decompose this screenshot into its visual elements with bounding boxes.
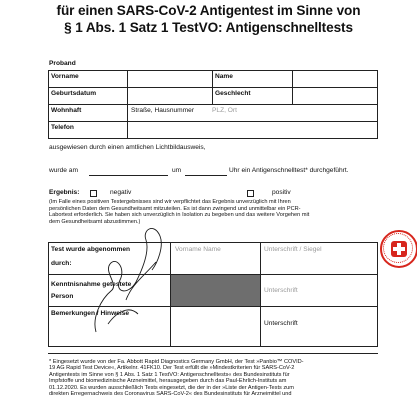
ergebnis-label: Ergebnis:: [49, 189, 80, 196]
document-title-line1: für einen SARS-CoV-2 Antigentest im Sinne von: [56, 3, 361, 18]
ausweis-text: ausgewiesen durch einen amtlichen Lichtbildausweis,: [49, 144, 206, 151]
strasse-placeholder: Straße, Hausnummer: [131, 107, 195, 114]
negativ-checkbox[interactable]: [90, 190, 97, 197]
proband-heading: Proband: [49, 60, 76, 67]
document-title-line2: § 1 Abs. 1 Satz 1 TestVO: Antigenschnelltests: [64, 20, 353, 35]
geschlecht-label: Geschlecht: [215, 90, 251, 97]
signature-table: [48, 242, 378, 347]
ergebnis-note-2: persönlichen Daten dem Gesundheitsamt mitzuteilen. Es ist dann zwingend und unmittelbar ein PCR-: [49, 205, 301, 212]
telefon-label: Telefon: [51, 124, 74, 131]
wohnhaft-label: Wohnhaft: [51, 107, 82, 114]
footnote-line-3: Antigentests im Sinne von § 1 Abs. 1 Satz 1 TestVO: Antigenschnelltests« des Bundesinstituts für: [49, 371, 290, 378]
red-cross-icon: [391, 241, 407, 257]
footnote-divider: [48, 353, 378, 354]
wurde-am-label: wurde am: [49, 167, 78, 174]
vorname-name-placeholder: Vorname Name: [175, 246, 221, 253]
bemerkungen-label: Bemerkungen / Hinweise: [51, 310, 130, 317]
footnote-line-1: * Eingesetzt wurde von der Fa. Abbott Rapid Diagnostics Germany GmbH, der Test »Panbio™ COVID-: [49, 359, 304, 365]
proband-col-divider: [212, 70, 213, 104]
geburtsdatum-label: Geburtsdatum: [51, 90, 97, 97]
proband-row-divider: [48, 121, 378, 122]
ergebnis-note-3: Labortest erforderlich. Sie haben sich unverzüglich in Isolation zu begeben und das weitere Vorgehen mit: [49, 212, 310, 218]
vorname-label: Vorname: [51, 73, 79, 80]
person-label: Person: [51, 293, 74, 300]
ergebnis-note-1: (Im Falle eines positiven Testergebnisses sind wir verpflichtet das Ergebnis unverzüglich mit Ihren: [49, 199, 291, 205]
time-line: [185, 175, 227, 176]
um-label: um: [172, 167, 182, 174]
test-durch-label: durch:: [51, 260, 72, 267]
unterschrift-placeholder: Unterschrift: [264, 287, 298, 294]
date-line: [89, 175, 168, 176]
unterschrift-2-label: Unterschrift: [264, 320, 298, 327]
signature-col-divider: [170, 242, 171, 347]
proband-row-divider: [48, 87, 378, 88]
official-stamp-icon: [380, 230, 417, 268]
kenntnisnahme-label: Kenntnisnahme getestete: [51, 281, 132, 288]
proband-col-divider: [292, 70, 293, 104]
proband-row-divider: [48, 104, 378, 105]
footnote-line-4: Impfstoffe und biomedizinische Arzneimittel, herausgegeben durch das Paul-Ehrlich-Instituts am: [49, 378, 287, 385]
ergebnis-note-4: dem Gesundheitsamt abzustimmen.): [49, 218, 141, 225]
unterschrift-siegel-placeholder: Unterschrift / Siegel: [264, 246, 322, 253]
test-abgenommen-label: Test wurde abgenommen: [51, 246, 131, 253]
signature-col-divider: [260, 242, 261, 347]
footnote: [49, 359, 381, 397]
signature-row-divider: [48, 274, 378, 275]
negativ-label: negativ: [110, 189, 132, 196]
signature-row-divider: [48, 306, 378, 307]
footnote-line-2: 19 AG Rapid Test Device«, Artikelnr. 41FK10. Der Test erfüllt die »Mindestkriterien für SARS-CoV-2: [49, 365, 295, 372]
name-label: Name: [215, 73, 233, 80]
positiv-checkbox[interactable]: [247, 190, 254, 197]
proband-col-divider: [127, 70, 128, 139]
plz-placeholder: PLZ, Ort: [212, 107, 237, 114]
uhr-text: Uhr ein Antigenschnelltest* durchgeführt.: [229, 167, 349, 174]
footnote-line-6: direkten Erregernachweis des Coronavirus SARS-CoV-2« des Bundesinstituts für Arzneimittel und: [49, 391, 292, 398]
positiv-label: positiv: [272, 189, 291, 196]
footnote-line-5: 01.12.2020. Es wurden ausschließlich Tests eingesetzt, die der in der »Liste der Antigen-Tests zum: [49, 384, 294, 391]
